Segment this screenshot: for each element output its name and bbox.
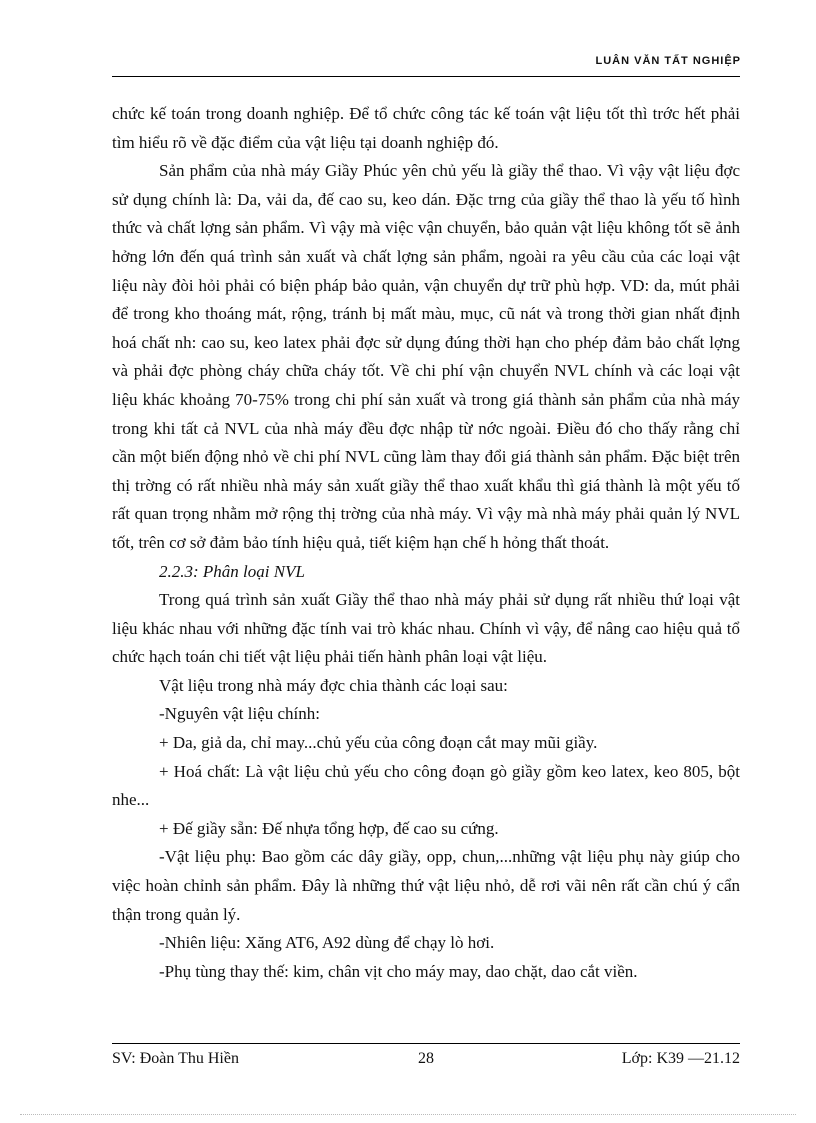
list-item-auxiliary-materials: -Vật liệu phụ: Bao gồm các dây giầy, opp, chun,...những vật liệu phụ này giúp cho việc hoàn chỉnh sản phẩm. Đây là những thứ vật liệu nhỏ, dễ rơi vãi nên rất cần chú ý cẩn thận trong quản lý. xyxy=(112,847,740,924)
paragraph-product-description: Sản phẩm của nhà máy Giầy Phúc yên chủ yếu là giầy thể thao. Vì vậy vật liệu đợc sử dụng chính là: Da, vải da, đế cao su, keo dán. Đặc trng của giầy thể thao là yếu tố hình thức và chất lợng sản phẩm. Vì vậy mà việc vận chuyển, bảo quản vật liệu không tốt sẽ ảnh hởng lớn đến quá trình sản xuất và chất lợng sản phẩm, ngoài ra yêu cầu của các loại vật liệu này đòi hỏi phải có biện pháp bảo quản, vận chuyển dự trữ phù hợp. VD: da, mút phải để trong kho thoáng mát, rộng, tránh bị mất màu, mục, cũ nát và trong thời gian nhất định hoá chất nh: cao su, keo latex phải đợc sử dụng đúng thời hạn cho phép đảm bảo chất lợng và phải đợc phòng cháy chữa cháy tốt. Về chi phí vận chuyển NVL chính và các loại vật liệu khác khoảng 70-75% trong chi phí sản xuất và trong giá thành sản phẩm của nhà máy trong khi tất cả NVL của nhà máy đều đợc nhập từ nớc ngoài. Điều đó cho thấy rằng chỉ cần một biến động nhỏ về chi phí NVL cũng làm thay đổi giá thành sản phẩm. Đặc biệt trên thị trờng có rất nhiều nhà máy sản xuất giầy thể thao xuất khẩu thì giá thành là một yếu tố rất quan trọng nhằm mở rộng thị trờng của nhà máy. Vì vậy mà nhà máy phải quản lý NVL tốt, trên cơ sở đảm bảo tính hiệu quả, tiết kiệm hạn chế h hỏng thất thoát. xyxy=(112,161,740,552)
list-item-main-materials: -Nguyên vật liệu chính: xyxy=(159,704,320,724)
list-item-fuel: -Nhiên liệu: Xăng AT6, A92 dùng để chạy lò hơi. xyxy=(159,933,495,953)
header-title: LUÂN VĂN TẤT NGHIỆP xyxy=(595,55,741,67)
paragraph-classification-intro: Trong quá trình sản xuất Giầy thể thao nhà máy phải sử dụng rất nhiều thứ loại vật liệu khác nhau với những đặc tính vai trò khác nhau. Chính vì vậy, để nâng cao hiệu quả tổ chức hạch toán chi tiết vật liệu phải tiến hành phân loại vật liệu. xyxy=(112,590,740,667)
page-footer xyxy=(112,1050,740,1072)
paragraph-intro-continuation: chức kế toán trong doanh nghiệp. Để tổ chức công tác kế toán vật liệu tốt thì trớc hết phải tìm hiểu rõ về đặc điểm của vật liệu tại doanh nghiệp đó. xyxy=(112,104,740,152)
footer-class-label: Lớp: K39 —21.12 xyxy=(621,1050,740,1067)
list-item-spare-parts: -Phụ tùng thay thế: kim, chân vịt cho máy may, dao chặt, dao cắt viền. xyxy=(159,961,638,981)
footer-rule xyxy=(112,1043,740,1044)
page-body xyxy=(112,100,740,986)
footer-author: SV: Đoàn Thu Hiền xyxy=(112,1050,239,1067)
paragraph-categories-lead: Vật liệu trong nhà máy đợc chia thành các loại sau: xyxy=(159,675,508,695)
list-item-chemicals: + Hoá chất: Là vật liệu chủ yếu cho công đoạn gò giầy gồm keo latex, keo 805, bột nhe... xyxy=(112,761,740,810)
section-heading: 2.2.3: Phân loại NVL xyxy=(159,561,305,581)
list-item-soles: + Đế giầy sẵn: Đế nhựa tổng hợp, đế cao su cứng. xyxy=(159,818,499,838)
header-rule xyxy=(112,76,740,77)
list-item-leather: + Da, giả da, chỉ may...chủ yếu của công đoạn cắt may mũi giầy. xyxy=(159,733,598,753)
footer-page-number: 28 xyxy=(418,1050,434,1067)
bottom-dotted-border xyxy=(20,1114,796,1115)
